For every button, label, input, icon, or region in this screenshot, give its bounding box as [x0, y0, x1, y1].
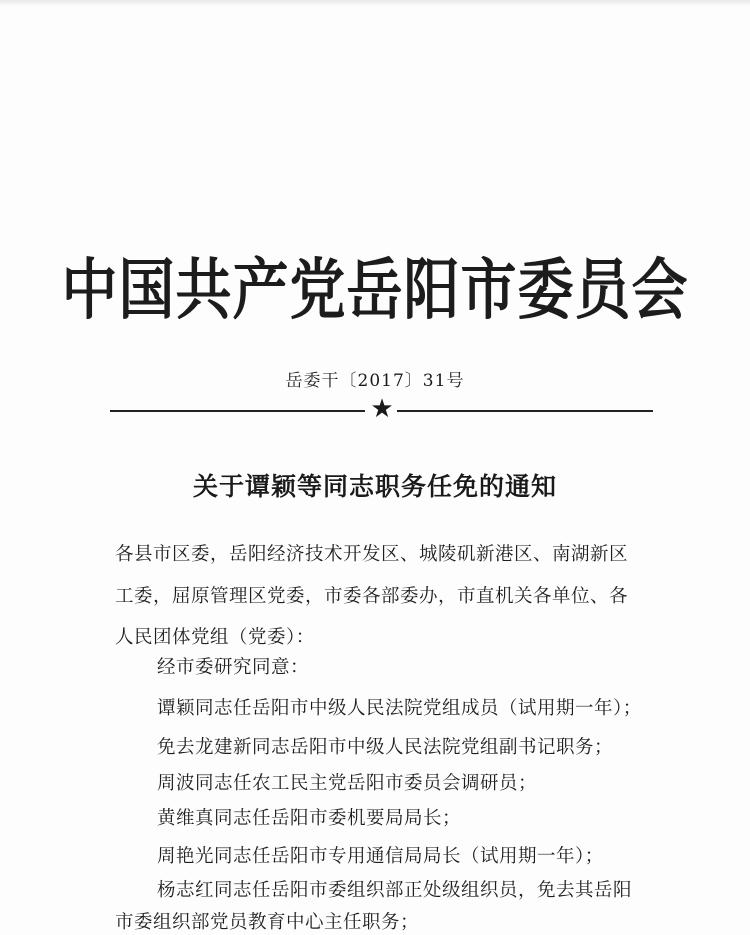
continuation-line: 市委组织部党员教育中心主任职务； — [115, 912, 420, 933]
addressee-line: 人民团体党组（党委）： — [115, 627, 315, 648]
notice-title: 关于谭颖等同志职务任免的通知 — [192, 472, 557, 501]
addressee-line: 工委，屈原管理区党委，市委各部委办，市直机关各单位、各 — [115, 586, 629, 607]
opening-line: 经市委研究同意： — [157, 657, 310, 678]
appointment-item: 谭颖同志任岳阳市中级人民法院党组成员（试用期一年）； — [157, 698, 642, 719]
org-title: 中国共产党岳阳市委员会 — [61, 252, 689, 329]
appointment-item: 周艳光同志任岳阳市专用通信局局长（试用期一年）； — [157, 846, 604, 867]
appointment-item: 周波同志任农工民主党岳阳市委员会调研员； — [157, 773, 538, 794]
appointment-item: 杨志红同志任岳阳市委组织部正处级组织员，免去其岳阳 — [157, 880, 633, 901]
appointment-item: 黄维真同志任岳阳市委机要局局长； — [157, 808, 462, 829]
document-number: 岳委干〔2017〕31号 — [285, 371, 465, 391]
addressee-line: 各县市区委，岳阳经济技术开发区、城陵矶新港区、南湖新区 — [115, 544, 629, 565]
divider-line-left — [110, 410, 365, 412]
divider-line-right — [397, 410, 653, 412]
scan-edge — [0, 0, 750, 6]
appointment-item: 免去龙建新同志岳阳市中级人民法院党组副书记职务； — [157, 737, 614, 758]
star-icon: ★ — [370, 394, 394, 424]
